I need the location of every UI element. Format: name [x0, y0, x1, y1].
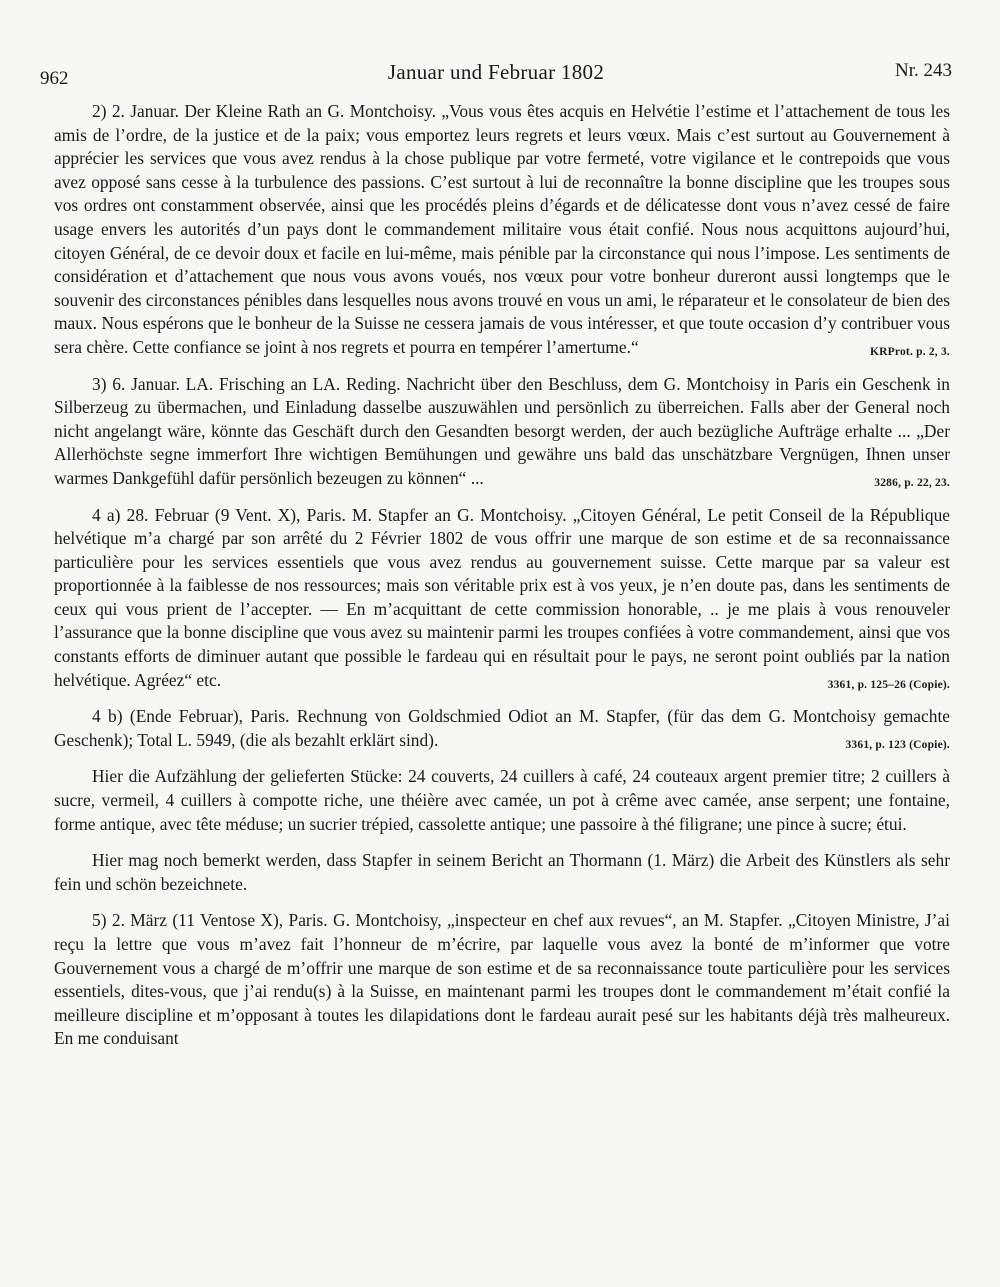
page-header: [40, 60, 952, 90]
entry-text: Hier mag noch bemerkt werden, dass Stapfer in seinem Bericht an Thormann (1. März) die Arbeit des Künstlers als sehr fein und schön bezeichnete.: [54, 850, 950, 894]
entry-3-frisching: [54, 373, 950, 491]
source-reference: KRProt. p. 2, 3.: [870, 345, 950, 358]
entry-2-kleine-rath: [54, 100, 950, 360]
entry-text: 4 b) (Ende Februar), Paris. Rechnung von Goldschmied Odiot an M. Stapfer, (für das dem G. Montchoisy gemachte Geschenk); Total L. 5949, (die als bezahlt erklärt sind).: [54, 706, 950, 750]
page-number: 962: [40, 68, 69, 89]
entry-5-montchoisy: [54, 909, 950, 1051]
source-reference: 3361, p. 123 (Copie).: [845, 738, 950, 751]
entry-inventory: [54, 765, 950, 836]
entry-4a-stapfer: [54, 504, 950, 693]
entry-text: 5) 2. März (11 Ventose X), Paris. G. Montchoisy, „inspecteur en chef aux revues“, an M. Stapfer. „Citoyen Ministre, J’ai reçu la lettre que vous m’avez fait l’honneur de m’écrire, par laquelle vous avez la bonté de m’informer que votre Gouvernement vous a chargé de m’offrir une marque de son estime et de sa reconnaissance toute particulière pour les services essentiels, dites-vous, que j’ai rendu(s) à la Suisse, en maintenant parmi les troupes dont le commandement m’était confié la meilleure discipline et m’opposant à toutes les dilapidations dont le fardeau aurait pesé sur les habitants déjà très malheureux. En me conduisant: [54, 910, 950, 1049]
entry-text: 2) 2. Januar. Der Kleine Rath an G. Montchoisy. „Vous vous êtes acquis en Helvétie l’estime et l’attachement de tous les amis de l’ordre, de la justice et de la paix; vous emportez leurs regrets et leurs vœux. Mais c’est surtout au Gouvernement à apprécier les services que vous avez rendus à la chose publique par votre fermeté, votre vigilance et le contrepoids que vous avez opposé sans cesse à la turbulence des passions. C’est surtout à lui de reconnaître la bonne discipline que les troupes sous vos ordres ont constamment observée, ainsi que les procédés pleins d’égards et de délicatesse dont vous n’avez cessé de faire usage envers les autorités d’un pays dont le commandement militaire vous était confié. Nous nous acquittons aujourd’hui, citoyen Général, de ce devoir doux et facile en lui-même, mais pénible par la circonstance qui nous l’impose. Les sentiments de considération et d’attachement que nous vous avons voués, nos vœux pour votre bonheur dureront aussi longtemps que le souvenir des circonstances pénibles dans lesquelles nous avons trouvé en vous un ami, le réparateur et le consolateur de bien des maux. Nous espérons que le bonheur de la Suisse ne cessera jamais de vous intéresser, et que toute occasion d’y contribuer vous sera chère. Cette confiance se joint à nos regrets et pourra en tempérer l’amertume.“: [54, 101, 950, 357]
entry-4b-odiot: [54, 705, 950, 752]
entry-text: 3) 6. Januar. LA. Frisching an LA. Reding. Nachricht über den Beschluss, dem G. Montchoisy in Paris ein Geschenk in Silberzeug zu übermachen, und Einladung dasselbe auszuwählen und persönlich zu überreichen. Falls aber der General noch nicht angelangt wäre, könnte das Geschäft durch den Gesandten besorgt werden, der auch bezügliche Aufträge erhalte ... „Der Allerhöchste segne immerfort Ihre wichtigen Bemühungen und gewähre uns bald das unschätzbare Vergnügen, Ihnen unser warmes Dankgefühl dafür persönlich bezeugen zu können“ ...: [54, 373, 950, 488]
entry-text: Hier die Aufzählung der gelieferten Stücke: 24 couverts, 24 cuillers à café, 24 couteaux argent premier titre; 2 cuillers à sucre, vermeil, 4 cuillers à compotte riche, une théière avec camée, un pot à crême avec camée, anse serpent; une fontaine, forme antique, avec tête méduse; un sucrier trépied, cassolette antique; une passoire à thé filigrane; une pince à sucre; étui.: [54, 766, 950, 834]
page-body: [54, 100, 950, 1064]
running-title: Januar und Februar 1802: [387, 60, 605, 84]
source-reference: 3361, p. 125–26 (Copie).: [827, 678, 950, 691]
entry-text: 4 a) 28. Februar (9 Vent. X), Paris. M. Stapfer an G. Montchoisy. „Citoyen Général, Le petit Conseil de la République helvétique m’a chargé par son arrêté du 2 Février 1802 de vous offrir une marque de son estime et de sa reconnaissance particulière pour les services essentiels que vous avez rendus au gouvernement suisse. Cette marque par sa valeur est proportionnée à la faiblesse de nos ressources; mais son véritable prix est à vos yeux, je n’en doute pas, dans les sentiments de ceux qui vous prient de l’accepter. — En m’acquittant de cette commission honorable, .. je me plais à vous renouveler l’assurance que la bonne discipline que vous avez su maintenir parmi les troupes confiées à votre commandement, ainsi que vos constants efforts de diminuer autant que possible le fardeau qui en résultait pour le pays, ne seront point oubliés par la nation helvétique. Agréez“ etc.: [54, 504, 950, 690]
entry-note: [54, 849, 950, 896]
source-reference: 3286, p. 22, 23.: [874, 476, 950, 489]
item-number: Nr. 243: [895, 60, 952, 81]
